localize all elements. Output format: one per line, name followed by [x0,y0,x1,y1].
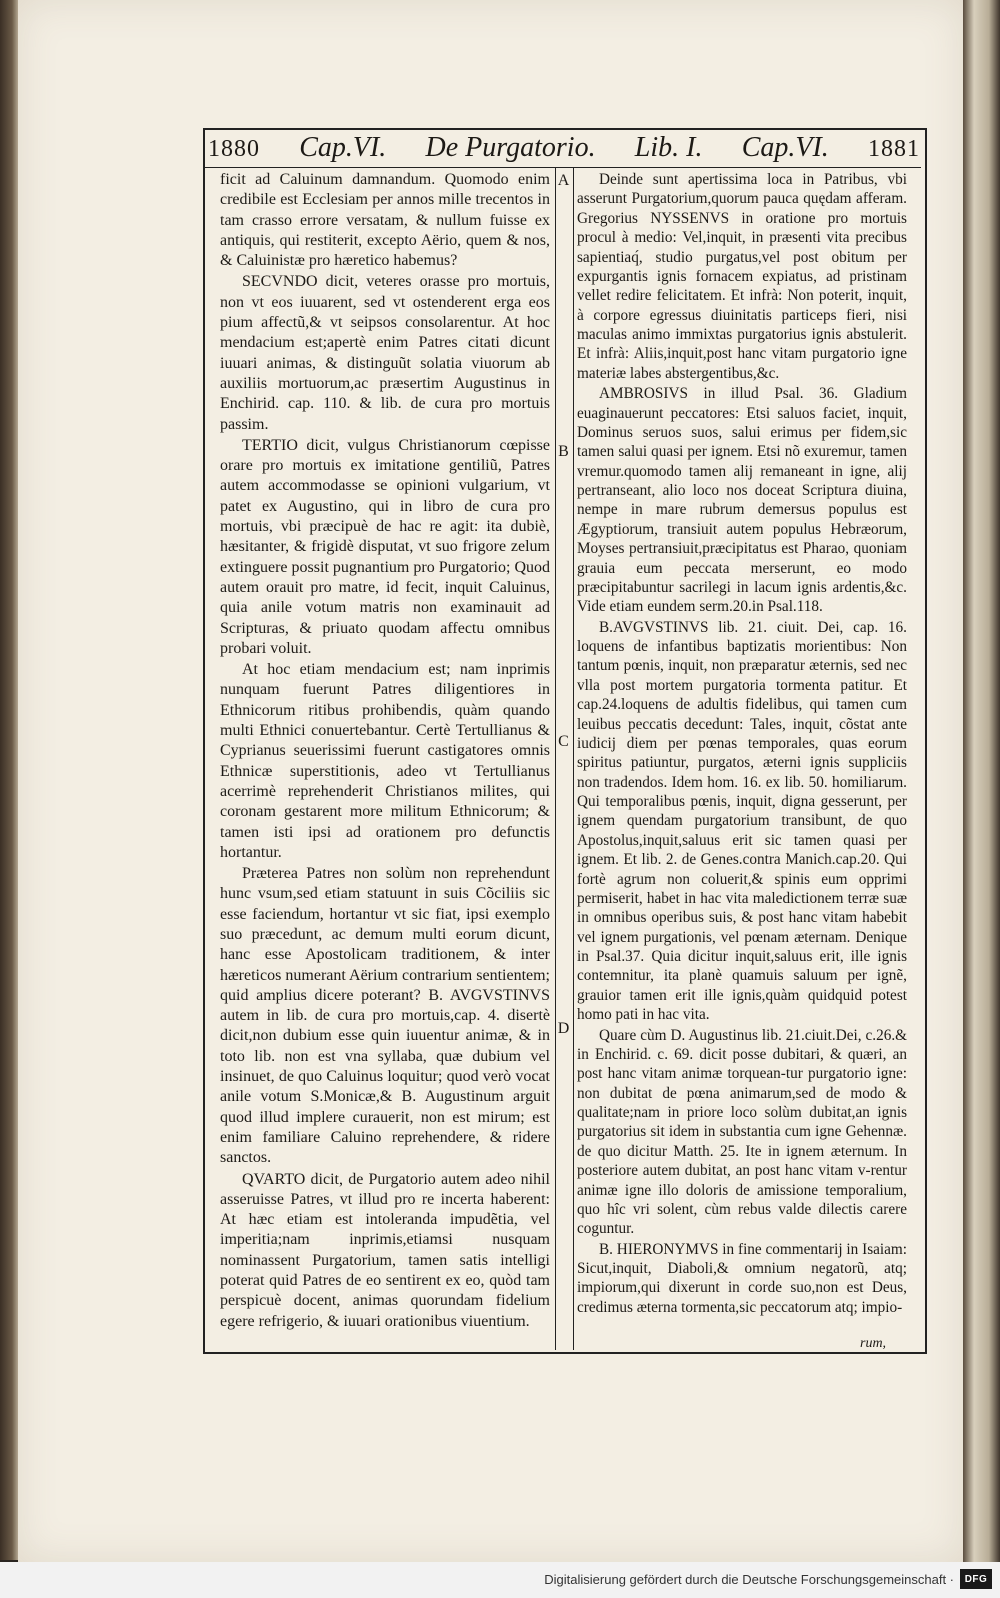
dfg-logo: DFG [960,1569,992,1589]
book-edge-right [963,0,1000,1562]
catchword: rum, [860,1336,887,1351]
margin-marker-b: B [558,443,569,460]
funding-credit: Digitalisierung gefördert durch die Deutsche Forschungsgemeinschaft · [544,1572,954,1587]
left-paragraph: ficit ad Caluinum damnandum. Quomodo enim credibile est Ecclesiam per annos mille trecentos in tam crasso errore versatam, & nullum fuisse ex antiquis, qui restiterit, excepto Aërio, quem & nos, & Caluinistæ pro hæretico habemus? [220,171,550,270]
margin-marker-a: A [557,172,570,189]
frame-bottom-rule [203,1353,927,1354]
column-gutter [555,167,574,1350]
right-paragraph: B. HIERONYMVS in fine commentarij in Isaiam: Sicut,inquit, Diaboli,& omnium negatorũ, atq; impiorum,qui dixerunt in corde suo,non est Deus, credimus æterna tormenta,sic peccatorum atq; impio- [577,1240,907,1316]
right-paragraph: Quare cùm D. Augustinus lib. 21.ciuit.Dei, c.26.& in Enchirid. c. 69. dicit posse dubitari, & quæri, an post hanc vitam animæ torquean-tur purgatorio igne: non dubitat de pœna animarum,sed de modo & qualitate;nam in priore loco solùm dubitat,an ignis purgatorius sit idem in substantia cum igne Gehennæ. de quo dicitur Matth. 25. Ite in ignem æternum. In posteriore autem dubitat, an post hanc vitam v-rentur animæ igne illo doloris de amissione temporalium, quo hîc vri solent, cùm rebus valde dilectis carere coguntur. [577,1026,907,1238]
margin-marker-c: C [558,733,569,750]
book-label: Lib. I. [634,132,703,163]
page-number-right: 1881 [868,136,920,162]
chapter-left: Cap.VI. [299,132,387,163]
left-paragraph: QVARTO dicit, de Purgatorio autem adeo nihil asseruisse Patres, vt illud pro re incerta haberent: At hæc etiam est intoleranda impudẽtia, vel imperitia;nam inprimis,etiamsi nusquam nominassent Purgatorium, tamen satis intelligi poterat quid Patres de eo sentirent ex eo, quòd tam perspicuè docent, animas quorundam fidelium egere refrigerio, & iuuari orationibus viuentium. [220,1170,550,1330]
left-paragraph: SECVNDO dicit, veteres orasse pro mortuis, non vt eos iuuarent, sed vt ostenderent erga eos pium affectũ,& vt seipsos consolarentur. At hoc mendacium est;apertè enim Patres citati dicunt iuuari animas, & distinguũt solatia viuorum ab auxiliis mortuorum,ac præsertim Augustinus in Enchirid. cap. 110. & lib. de cura pro mortuis passim. [220,273,550,433]
chapter-right: Cap.VI. [741,132,829,163]
digitization-footer [0,1562,1000,1598]
running-title: De Purgatorio. [425,132,596,163]
margin-marker-d: D [557,1020,570,1037]
right-column [577,170,907,1317]
left-column [220,170,550,1332]
page-number-left: 1880 [208,136,260,162]
left-paragraph: Præterea Patres non solùm non reprehendunt hunc vsum,sed etiam statuunt in suis Cõciliis sic esse faciendum, hortantur vt sic fiat, ipsi exemplo suo præcedunt, ac demum multi eorum dicunt, hanc esse Apostolicam traditionem, & inter hæreticos numerant Aërium contrarium sentientem; quid amplius dicere poterant? B. AVGVSTINVS autem in lib. de cura pro mortuis,cap. 4. disertè dicit,non dubium esse quin iuuentur animæ, & in toto lib. non est vna syllaba, quæ dubium vel insinuet, de quo Caluinus loquitur; quod verò vocat anile votum S.Monicæ,& B. Augustinum arguit quod illud implere curauerit, non est mirum; est enim familiare Caluino reprehendere, & ridere sanctos. [220,865,550,1167]
right-paragraph: AMBROSIVS in illud Psal. 36. Gladium euaginauerunt peccatores: Etsi saluos faciet, inquit, Dominus seruos suos, salui erimus per fidem,sic tamen salui quasi per ignem. Etsi nõ exuremur, tamen vremur.quomodo tamen alij remaneant in igne, alij pertranseant, alio loco nos doceat Scriptura diuina, nempe in mare rubrum demersus populus est Ægyptiorum, transiuit autem populus Hebræorum, Moyses pertransiuit,præcipitatus est Pharao, quoniam grauia eum peccata merserunt, eo modo præcipitabuntur sacrilegi in lacum ignis ardentis,&c. Vide etiam eundem serm.20.in Psal.118. [577,385,907,616]
left-paragraph: At hoc etiam mendacium est; nam inprimis nunquam fuerunt Patres diligentiores in Ethnicorum ritibus prohibendis, quàm quando multi Ethnici conuertebantur. Certè Tertullianus & Cyprianus seuerissimi fuerunt castigatores omnis Ethnicæ superstitionis, adeo vt Tertullianus acerrimè reprehenderit Christianos milites, qui coronam gestarent more militum Ethnicorum; & tamen isti ipsi ad orationem pro defunctis hortantur. [220,661,550,861]
left-paragraph: TERTIO dicit, vulgus Christianorum cœpisse orare pro mortuis ex imitatione gentiliũ, Patres autem accommodasse se opinioni vulgarium, vt patet ex Augustino, qui in libro de cura pro mortuis, vbi præcipuè de hac re agit: ita dubiè, hæsitanter, & frigidè disputat, vt suo frigore zelum extinguere possit pugnantium pro Purgatorio; Quod autem orauit pro matre, id fecit, inquit Caluinus, quia anile votum matris non examinauit ad Scripturas, & priuato quodam affectu omnibus probari voluit. [220,436,550,657]
right-paragraph: B.AVGVSTINVS lib. 21. ciuit. Dei, cap. 16. loquens de infantibus baptizatis morientibus: Non tantum pœnis, inquit, non præparatur æternis, sed nec vlla post mortem purgatoria tormenta patitur. Et cap.24.loquens de adultis fidelibus, qui tamen cum leuibus peccatis decedunt: Tales, inquit, cõstat ante iudicij diem per pœnas temporales, quas eorum spiritus patiuntur, purgatos, æterni ignis suppliciis non tradendos. Idem hom. 16. ex lib. 50. homiliarum. Qui temporalibus pœnis, inquit, digna gesserunt, per ignem quendam purgatorium transibunt, de quo Apostolus,inquit,saluus erit sic tamen quasi per ignem. Et lib. 2. de Genes.contra Manich.cap.20. Qui fortè agrum non coluerit,& spinis eum opprimi permiserit, habet in hac vita maledictionem terræ suæ in omnibus operibus suis, & post hanc vitam habebit vel ignem purgationis, vel pœnam æternam. Denique in Psal.37. Quia dicitur inquit,saluus erit, ille ignis contemnitur, ita planè quamuis saluum per ignẽ, grauior tamen erit ille ignis,quàm quidquid potest homo pati in hac vita. [577,618,907,1024]
book-edge-left [0,0,20,1560]
right-paragraph: Deinde sunt apertissima loca in Patribus, vbi asserunt Purgatorium,quorum pauca quędam afferam. Gregorius NYSSENVS in oratione pro mortuis procul à medio: Vel,inquit, in præsenti vita precibus sapientiaq́, studio purgatus,vel post obitum per expurgantis ignis fornacem expiatus, ad pristinam vellet redire felicitatem. Et infrà: Non poterit, inquit, à corpore egressus diuinitatis particeps fieri, nisi maculas animo immixtas purgatorius ignis abstulerit. Et infrà: Aliis,inquit,post hanc vitam purgatorio igne materiæ labes abstergentibus,&c. [577,171,907,382]
running-header [208,132,920,164]
